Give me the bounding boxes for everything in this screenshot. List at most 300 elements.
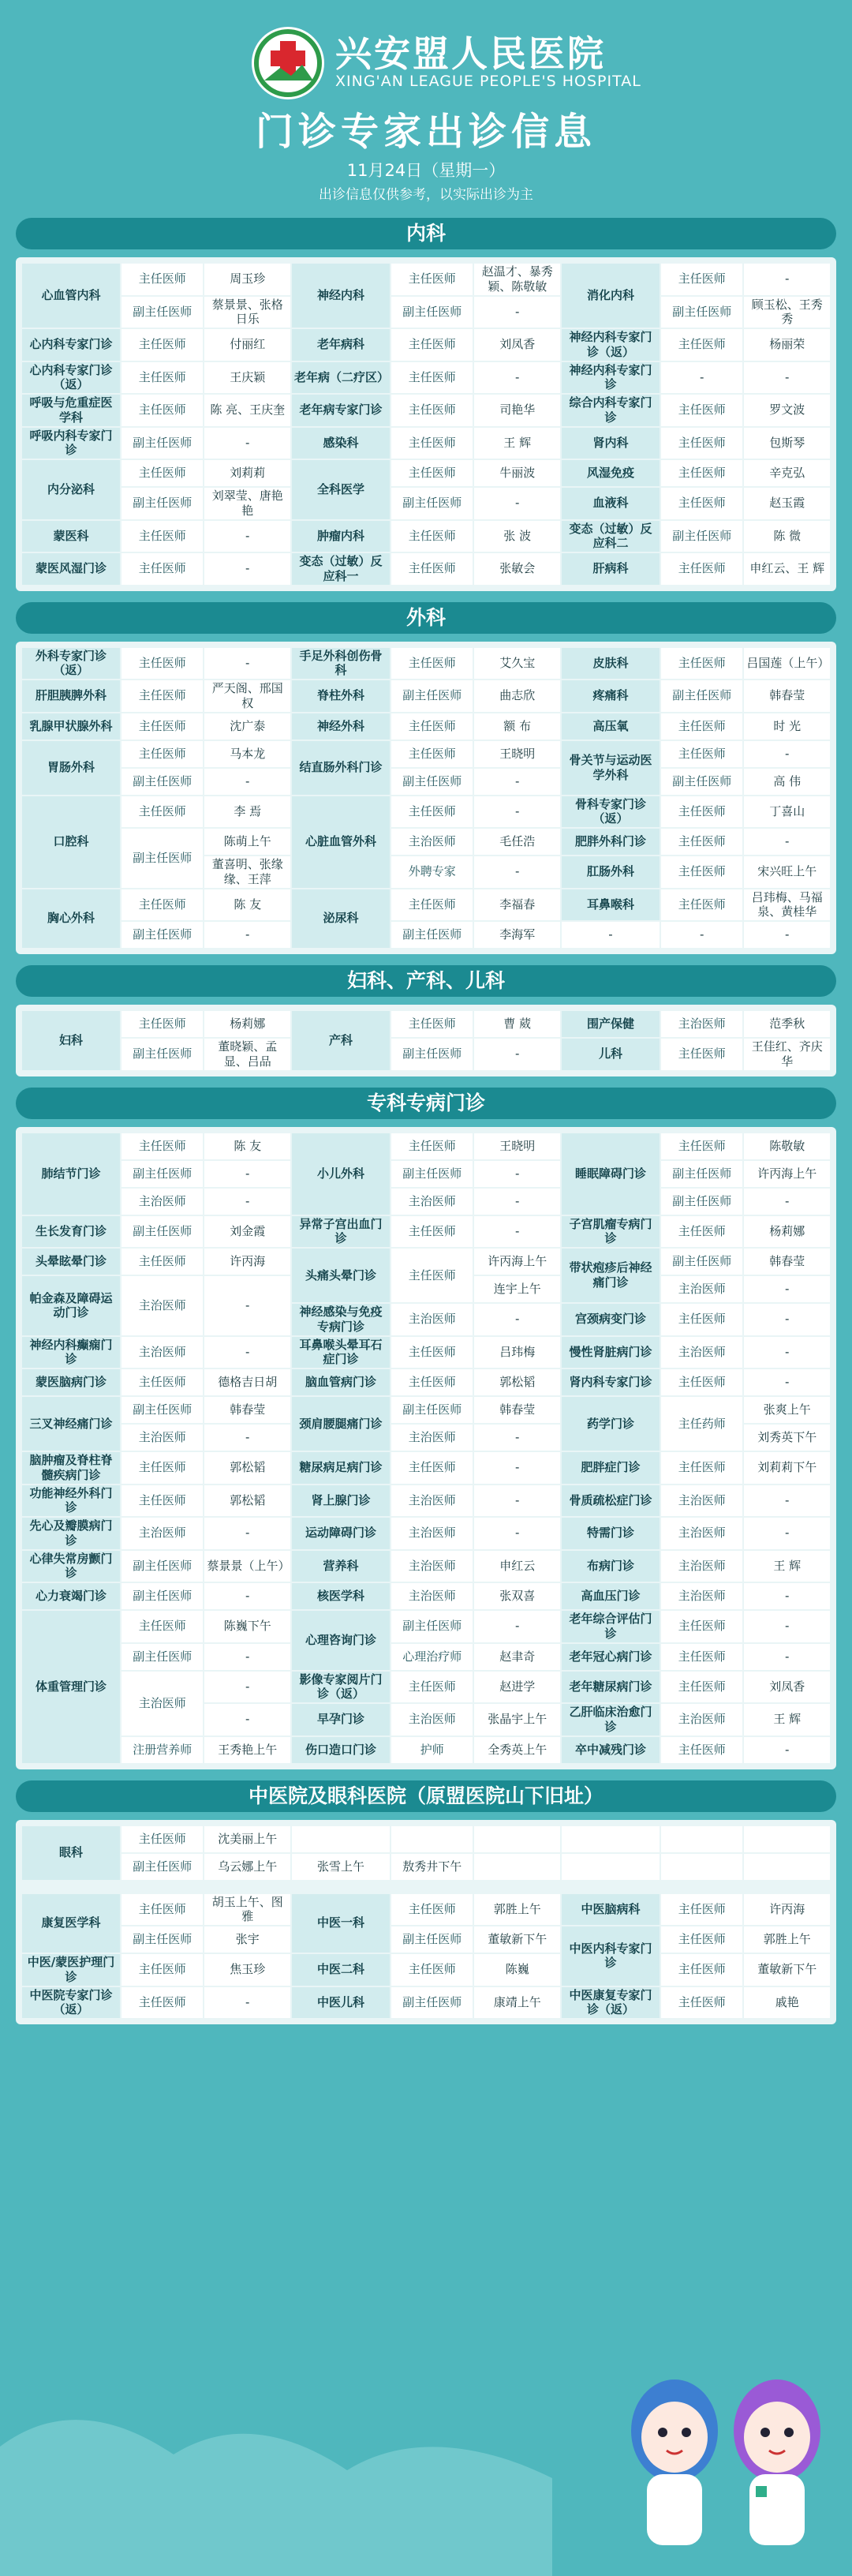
doctor-title: 主治医师 xyxy=(391,829,473,855)
department-name: 布病门诊 xyxy=(562,1551,660,1582)
schedule-table xyxy=(21,1009,831,1072)
doctor-title: 主任医师 xyxy=(661,796,742,828)
doctor-name: 吕玮梅、马福泉、黄桂华 xyxy=(744,889,830,921)
doctor-name: - xyxy=(744,1276,830,1302)
table-row xyxy=(22,362,830,394)
section-table-wrap xyxy=(16,642,836,955)
department-name: 老年病（二疗区） xyxy=(292,362,390,394)
doctor-title: 主任医师 xyxy=(121,362,203,394)
doctor-title: 副主任医师 xyxy=(121,922,203,948)
doctor-name: 蔡景景（上午） xyxy=(204,1551,290,1582)
department-name: 骨科专家门诊（返） xyxy=(562,796,660,828)
doctor-title: 主任医师 xyxy=(661,264,742,295)
doctor-title: 副主任医师 xyxy=(121,428,203,459)
doctor-name: 敖秀井下午 xyxy=(391,1854,473,1880)
doctor-title: 副主任医师 xyxy=(121,1216,203,1248)
doctor-title: 主任医师 xyxy=(391,796,473,828)
doctor-name: 董晓颖、孟显、吕品 xyxy=(204,1039,290,1070)
doctor-title: 主任医师 xyxy=(661,713,742,739)
department-name: 心理咨询门诊 xyxy=(292,1611,390,1670)
doctor-title: 副主任医师 xyxy=(661,680,742,712)
doctor-name: - xyxy=(204,1518,290,1549)
schedule-table xyxy=(21,646,831,950)
doctor-title: 副主任医师 xyxy=(391,1611,473,1642)
empty-cell xyxy=(661,1826,742,1852)
doctor-title: 主治医师 xyxy=(391,1485,473,1517)
department-name: 生长发育门诊 xyxy=(22,1216,120,1248)
department-name: 中医院专家门诊（返） xyxy=(22,1987,120,2019)
department-name: 骨关节与运动医学外科 xyxy=(562,741,660,795)
doctor-title: 主任医师 xyxy=(391,648,473,680)
doctor-title: 主任医师 xyxy=(121,1611,203,1642)
table-row xyxy=(22,1881,830,1893)
section-table-wrap xyxy=(16,257,836,591)
doctor-name: 沈广泰 xyxy=(204,713,290,739)
table-row xyxy=(22,1337,830,1368)
doctor-title: 副主任医师 xyxy=(121,1551,203,1582)
department-name: 先心及瓣膜病门诊 xyxy=(22,1518,120,1549)
department-name: 中医一科 xyxy=(292,1894,390,1953)
doctor-name: 郭松韬 xyxy=(204,1452,290,1484)
doctor-title: 主任医师 xyxy=(391,1672,473,1703)
doctor-title: 主治医师 xyxy=(391,1583,473,1609)
doctor-title: 主治医师 xyxy=(661,1583,742,1609)
doctor-name: 申红云 xyxy=(474,1551,560,1582)
doctor-title: 副主任医师 xyxy=(661,1161,742,1187)
department-name: 疼痛科 xyxy=(562,680,660,712)
doctor-name: 时 光 xyxy=(744,713,830,739)
doctor-title: 主任医师 xyxy=(661,1216,742,1248)
doctor-name: - xyxy=(744,829,830,855)
doctor-name: - xyxy=(474,1216,560,1248)
doctor-name: - xyxy=(661,922,742,948)
department-name: 头痛头晕门诊 xyxy=(292,1249,390,1302)
doctor-name: 刘秀英下午 xyxy=(744,1425,830,1451)
department-name: 内分泌科 xyxy=(22,460,120,519)
doctor-name: - xyxy=(744,1337,830,1368)
doctor-title: 主任医师 xyxy=(121,395,203,426)
doctor-title: 主任医师 xyxy=(121,1826,203,1852)
doctor-title: 主任医师 xyxy=(121,1485,203,1517)
doctor-name: - xyxy=(204,1161,290,1187)
doctor-name: 赵进学 xyxy=(474,1672,560,1703)
doctor-name: 郭胜上午 xyxy=(474,1894,560,1926)
table-row xyxy=(22,829,830,855)
doctor-title: 主任医师 xyxy=(391,1452,473,1484)
table-row xyxy=(22,889,830,921)
page-header xyxy=(0,0,852,218)
doctor-title: 主任医师 xyxy=(391,460,473,486)
department-name: 蒙医科 xyxy=(22,521,120,552)
department-name: 睡眠障碍门诊 xyxy=(562,1133,660,1215)
doctor-title: 主任医师 xyxy=(391,1133,473,1159)
table-row xyxy=(22,1826,830,1852)
table-row xyxy=(22,1369,830,1395)
doctor-title: 注册营养师 xyxy=(121,1737,203,1763)
table-row xyxy=(22,1987,830,2019)
department-name: 乳腺甲状腺外科 xyxy=(22,713,120,739)
doctor-title: 主任医师 xyxy=(391,1249,473,1302)
department-name: 皮肤科 xyxy=(562,648,660,680)
department-name: 神经感染与免疫专病门诊 xyxy=(292,1304,390,1335)
doctor-name: 陈 友 xyxy=(204,1133,290,1159)
doctor-title: 副主任医师 xyxy=(391,1926,473,1953)
department-name: 神经内科专家门诊 xyxy=(562,362,660,394)
doctor-name: 许丙海 xyxy=(204,1249,290,1275)
doctor-name: 吕玮梅 xyxy=(474,1337,560,1368)
doctor-title: 主治医师 xyxy=(661,1704,742,1735)
doctor-name: 高 伟 xyxy=(744,769,830,795)
doctor-title: 副主任医师 xyxy=(661,1249,742,1275)
doctor-name: - xyxy=(204,553,290,585)
doctor-name: - xyxy=(474,1039,560,1070)
doctor-name: 连宇上午 xyxy=(474,1276,560,1302)
empty-cell xyxy=(562,1826,660,1852)
doctor-title: 主任医师 xyxy=(661,1737,742,1763)
doctor-name: - xyxy=(204,1583,290,1609)
department-name: 呼吸内科专家门诊 xyxy=(22,428,120,459)
doctor-name: 韩春莹 xyxy=(744,1249,830,1275)
department-name: 中医康复专家门诊（返） xyxy=(562,1987,660,2019)
mascot-pair-icon xyxy=(615,2344,836,2565)
department-name: 神经内科 xyxy=(292,264,390,328)
department-name: 中医脑病科 xyxy=(562,1894,660,1926)
doctor-title: 主任医师 xyxy=(391,1216,473,1248)
department-name: 肾上腺门诊 xyxy=(292,1485,390,1517)
department-name: 带状疱疹后神经痛门诊 xyxy=(562,1249,660,1302)
department-name: 消化内科 xyxy=(562,264,660,328)
doctor-title: 主任医师 xyxy=(661,741,742,767)
hospital-name: 兴安盟人民医院 xyxy=(335,32,606,75)
empty-cell xyxy=(391,1826,473,1852)
doctor-title: 主任医师 xyxy=(121,1011,203,1037)
table-row xyxy=(22,1611,830,1642)
doctor-name: - xyxy=(744,1611,830,1642)
department-name: 综合内科专家门诊 xyxy=(562,395,660,426)
doctor-name: 刘凤香 xyxy=(474,329,560,361)
department-name: 围产保健 xyxy=(562,1011,660,1037)
doctor-title: 主任医师 xyxy=(391,395,473,426)
department-name: 高血压门诊 xyxy=(562,1583,660,1609)
doctor-name: 郭松韬 xyxy=(474,1369,560,1395)
doctor-title: 主治医师 xyxy=(121,1276,203,1335)
table-row xyxy=(22,1161,830,1187)
doctor-name: - xyxy=(474,1518,560,1549)
doctor-title: 主任医师 xyxy=(661,1611,742,1642)
doctor-title: 副主任医师 xyxy=(121,769,203,795)
doctor-title: 副主任医师 xyxy=(121,1161,203,1187)
doctor-name: 罗文波 xyxy=(744,395,830,426)
doctor-name: 李 焉 xyxy=(204,796,290,828)
doctor-name: 胡玉上午、图雅 xyxy=(204,1894,290,1926)
department-name: 心内科专家门诊 xyxy=(22,329,120,361)
doctor-name: 杨丽荣 xyxy=(744,329,830,361)
table-row xyxy=(22,488,830,519)
table-row xyxy=(22,796,830,828)
doctor-title: 主治医师 xyxy=(391,1704,473,1735)
department-name: 肝病科 xyxy=(562,553,660,585)
doctor-title: 主任医师 xyxy=(661,1644,742,1670)
table-row xyxy=(22,1216,830,1248)
doctor-name: - xyxy=(474,1425,560,1451)
doctor-name: 陈敬敏 xyxy=(744,1133,830,1159)
doctor-title: 主任医师 xyxy=(391,329,473,361)
doctor-name: - xyxy=(474,856,560,888)
doctor-name: - xyxy=(204,1337,290,1368)
doctor-name: 戚艳 xyxy=(744,1987,830,2019)
doctor-name: 刘凤香 xyxy=(744,1672,830,1703)
table-row xyxy=(22,1249,830,1275)
department-name: 康复医学科 xyxy=(22,1894,120,1953)
doctor-title: 主治医师 xyxy=(121,1425,203,1451)
doctor-name: - xyxy=(204,1189,290,1215)
doctor-title: 主任医师 xyxy=(661,553,742,585)
doctor-title: 副主任医师 xyxy=(121,1854,203,1880)
department-name: 口腔科 xyxy=(22,796,120,888)
department-name: 慢性肾脏病门诊 xyxy=(562,1337,660,1368)
table-row xyxy=(22,1397,830,1423)
doctor-title: 主任医师 xyxy=(391,264,473,295)
department-name: 体重管理门诊 xyxy=(22,1611,120,1763)
doctor-name: - xyxy=(474,1485,560,1517)
department-name: 糖尿病足病门诊 xyxy=(292,1452,390,1484)
doctor-name: 全秀英上午 xyxy=(474,1737,560,1763)
doctor-title: 副主任医师 xyxy=(391,1397,473,1423)
department-name: 异常子宫出血门诊 xyxy=(292,1216,390,1248)
department-name: 颈肩腰腿痛门诊 xyxy=(292,1397,390,1451)
doctor-name: - xyxy=(661,362,742,394)
department-name: 肛肠外科 xyxy=(562,856,660,888)
doctor-name: 额 布 xyxy=(474,713,560,739)
doctor-name: 杨莉娜 xyxy=(204,1011,290,1037)
doctor-title: 主任医师 xyxy=(391,1369,473,1395)
department-name: 神经内科癫痫门诊 xyxy=(22,1337,120,1368)
doctor-name: 韩春莹 xyxy=(474,1397,560,1423)
doctor-name: 张双喜 xyxy=(474,1583,560,1609)
department-name: 核医学科 xyxy=(292,1583,390,1609)
doctor-name: 张敏会 xyxy=(474,553,560,585)
department-name: 心内科专家门诊（返） xyxy=(22,362,120,394)
doctor-title: 主任医师 xyxy=(121,553,203,585)
doctor-title: 主任医师 xyxy=(661,1133,742,1159)
doctor-name: 许丙海上午 xyxy=(474,1249,560,1275)
doctor-title: 外聘专家 xyxy=(391,856,473,888)
department-name: 妇科 xyxy=(22,1011,120,1070)
doctor-name: 许丙海上午 xyxy=(744,1161,830,1187)
doctor-name: 范季秋 xyxy=(744,1011,830,1037)
doctor-name: 德格吉日胡 xyxy=(204,1369,290,1395)
department-name: 脑肿瘤及脊柱脊髓疾病门诊 xyxy=(22,1452,120,1484)
doctor-name: 焦玉珍 xyxy=(204,1954,290,1986)
department-name: 老年冠心病门诊 xyxy=(562,1644,660,1670)
doctor-name: - xyxy=(204,1276,290,1335)
department-name: 全科医学 xyxy=(292,460,390,519)
department-name: 神经内科专家门诊（返） xyxy=(562,329,660,361)
table-row xyxy=(22,1737,830,1763)
doctor-title: 主任医师 xyxy=(121,741,203,767)
doctor-title: 主任医师 xyxy=(391,713,473,739)
department-name: 子宫肌瘤专病门诊 xyxy=(562,1216,660,1248)
doctor-name: - xyxy=(744,1644,830,1670)
section-title: 中医院及眼科医院（原盟医院山下旧址） xyxy=(16,1780,836,1812)
table-row xyxy=(22,1644,830,1670)
empty-cell xyxy=(562,1854,660,1880)
doctor-title: 主任医师 xyxy=(661,395,742,426)
doctor-title: 副主任医师 xyxy=(121,297,203,328)
doctor-title: 主任医师 xyxy=(121,329,203,361)
doctor-name: 付丽红 xyxy=(204,329,290,361)
doctor-name: 陈巍下午 xyxy=(204,1611,290,1642)
department-name: 肾内科 xyxy=(562,428,660,459)
doctor-title: 主任医师 xyxy=(121,1133,203,1159)
table-row xyxy=(22,1551,830,1582)
doctor-title: 护师 xyxy=(391,1737,473,1763)
doctor-title: 主任医师 xyxy=(391,889,473,921)
department-name: 中医内科专家门诊 xyxy=(562,1926,660,1986)
doctor-title: 主治医师 xyxy=(661,1485,742,1517)
section-title: 妇科、产科、儿科 xyxy=(16,965,836,997)
doctor-title: 主任医师 xyxy=(661,1452,742,1484)
doctor-name: 王 辉 xyxy=(744,1704,830,1735)
department-name: 肾内科专家门诊 xyxy=(562,1369,660,1395)
doctor-title: 主任医师 xyxy=(391,741,473,767)
doctor-title: 主任医师 xyxy=(391,362,473,394)
section-table-wrap xyxy=(16,1005,836,1076)
doctor-title: 主任医师 xyxy=(121,648,203,680)
table-row xyxy=(22,297,830,328)
doctor-title: 主任医师 xyxy=(661,1954,742,1986)
doctor-name: 杨莉娜 xyxy=(744,1216,830,1248)
schedule-table xyxy=(21,1825,831,2020)
doctor-title: 副主任医师 xyxy=(391,1039,473,1070)
page-title: 门诊专家出诊信息 xyxy=(255,110,596,154)
doctor-name: 赵聿奇 xyxy=(474,1644,560,1670)
doctor-title: 主治医师 xyxy=(391,1518,473,1549)
table-row xyxy=(22,1452,830,1484)
doctor-name: 王 辉 xyxy=(744,1551,830,1582)
doctor-name: 蔡景景、张格日乐 xyxy=(204,297,290,328)
table-row xyxy=(22,1133,830,1159)
department-name: 心律失常房颤门诊 xyxy=(22,1551,120,1582)
doctor-name: 陈 亮、王庆奎 xyxy=(204,395,290,426)
doctor-title: 副主任医师 xyxy=(121,1039,203,1070)
table-row xyxy=(22,648,830,680)
doctor-name: - xyxy=(744,1304,830,1335)
table-row xyxy=(22,1894,830,1926)
doctor-title: 主任医师 xyxy=(661,648,742,680)
department-name: 功能神经外科门诊 xyxy=(22,1485,120,1517)
doctor-name: 王庆颖 xyxy=(204,362,290,394)
table-row xyxy=(22,1954,830,1986)
table-row xyxy=(22,553,830,585)
doctor-title: 主任医师 xyxy=(661,1926,742,1953)
sections-container xyxy=(0,218,852,2024)
doctor-title: 主任医师 xyxy=(661,1894,742,1926)
department-name: 心脏血管外科 xyxy=(292,796,390,888)
doctor-title: 副主任医师 xyxy=(121,1583,203,1609)
department-name: 宫颈病变门诊 xyxy=(562,1304,660,1335)
doctor-title: 主任医师 xyxy=(121,1894,203,1926)
department-name: 呼吸与危重症医学科 xyxy=(22,395,120,426)
doctor-name: - xyxy=(562,922,660,948)
doctor-name: - xyxy=(474,1452,560,1484)
doctor-name: - xyxy=(474,769,560,795)
department-name: 肺结节门诊 xyxy=(22,1133,120,1215)
doctor-title: 主治医师 xyxy=(661,1276,742,1302)
doctor-title: 主任医师 xyxy=(121,1452,203,1484)
doctor-name: 张雪上午 xyxy=(292,1854,390,1880)
department-name: 脊柱外科 xyxy=(292,680,390,712)
doctor-name: 沈美丽上午 xyxy=(204,1826,290,1852)
department-name: 三叉神经痛门诊 xyxy=(22,1397,120,1451)
schedule-date: 11月24日（星期一） xyxy=(346,161,506,180)
doctor-name: 顾玉松、王秀秀 xyxy=(744,297,830,328)
hospital-name-en: XING'AN LEAGUE PEOPLE'S HOSPITAL xyxy=(335,73,641,90)
department-name: 营养科 xyxy=(292,1551,390,1582)
doctor-name: - xyxy=(744,1369,830,1395)
department-name: 老年病专家门诊 xyxy=(292,395,390,426)
doctor-title: 副主任医师 xyxy=(661,769,742,795)
department-name: 风湿免疫 xyxy=(562,460,660,486)
doctor-title: 主任医师 xyxy=(661,488,742,519)
doctor-title: 主治医师 xyxy=(391,1551,473,1582)
doctor-name: 陈 友 xyxy=(204,889,290,921)
doctor-title: 主治医师 xyxy=(661,1011,742,1037)
doctor-name: - xyxy=(204,1987,290,2019)
department-name: 脑血管病门诊 xyxy=(292,1369,390,1395)
doctor-name: - xyxy=(204,1644,290,1670)
doctor-title: 主任医师 xyxy=(391,1894,473,1926)
doctor-title: 主任医师 xyxy=(661,1304,742,1335)
department-name: 特需门诊 xyxy=(562,1518,660,1549)
doctor-name: 司艳华 xyxy=(474,395,560,426)
doctor-title: 主任医师 xyxy=(121,1249,203,1275)
doctor-name: 张宇 xyxy=(204,1926,290,1953)
doctor-title: 主治医师 xyxy=(121,1672,203,1735)
doctor-title: 副主任医师 xyxy=(121,1397,203,1423)
doctor-name: 郭胜上午 xyxy=(744,1926,830,1953)
section-title: 专科专病门诊 xyxy=(16,1088,836,1119)
department-name: 老年综合评估门诊 xyxy=(562,1611,660,1642)
doctor-title: 副主任医师 xyxy=(121,829,203,888)
doctor-name: - xyxy=(204,428,290,459)
doctor-title: 主治医师 xyxy=(661,1551,742,1582)
doctor-title: 主任医师 xyxy=(121,796,203,828)
table-row xyxy=(22,329,830,361)
empty-cell xyxy=(744,1854,830,1880)
department-name: 早孕门诊 xyxy=(292,1704,390,1735)
doctor-name: 董敏新下午 xyxy=(474,1926,560,1953)
doctor-name: 吕国莲（上午） xyxy=(744,648,830,680)
doctor-title: 副主任医师 xyxy=(391,297,473,328)
doctor-title: 主任医师 xyxy=(661,889,742,921)
doctor-name: - xyxy=(474,488,560,519)
doctor-name: 丁喜山 xyxy=(744,796,830,828)
doctor-name: 刘金霞 xyxy=(204,1216,290,1248)
doctor-title: 主任医师 xyxy=(391,1954,473,1986)
doctor-name: 曲志欣 xyxy=(474,680,560,712)
doctor-title: 副主任医师 xyxy=(661,1189,742,1215)
doctor-name: 郭松韬 xyxy=(204,1485,290,1517)
doctor-name: 马本龙 xyxy=(204,741,290,767)
table-row xyxy=(22,1854,830,1880)
doctor-name: 牛丽波 xyxy=(474,460,560,486)
doctor-title: 主任医师 xyxy=(391,428,473,459)
table-row xyxy=(22,1583,830,1609)
doctor-title: 主任医师 xyxy=(661,329,742,361)
department-name: 乙肝临床治愈门诊 xyxy=(562,1704,660,1735)
doctor-title: 主任医师 xyxy=(121,713,203,739)
